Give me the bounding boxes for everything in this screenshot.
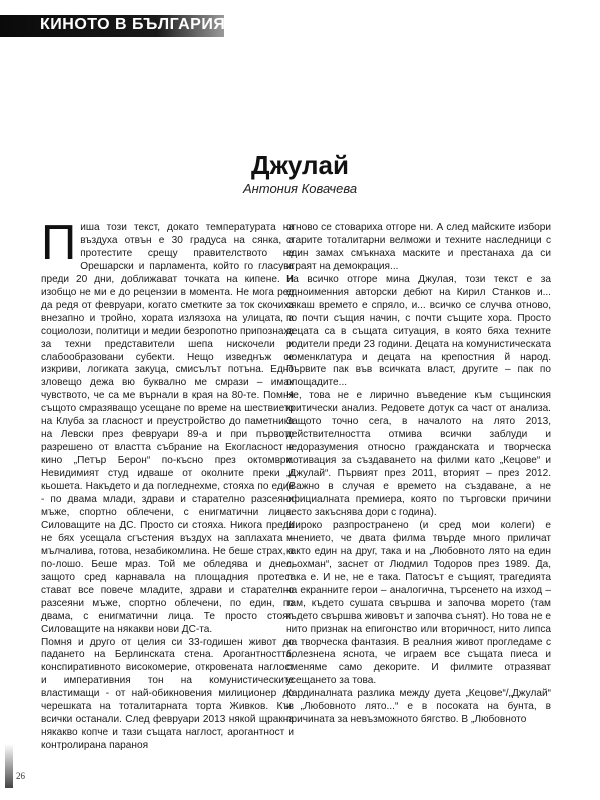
paragraph: Не, това не е лирично въведение към същинския критически анализ. Редовете дотук са част от анализа. Защото точно сега, в началото на лято 2013, действителността отмива всички заблуди и недоразумения относно гражданската и творческа мотивация за създаването на филми като „Кецове“ и „Джулай“. Първият през 2011, вторият – през 2012. (Важно в случая е времето на създаване, а не официалната премиера, която по търговски причини често закъснява дори с година). bbox=[286, 390, 551, 518]
paragraph: отново се стовариха отгоре ни. А след майските избори старите тоталитарни велможи и техните наследници с един замах смъкнаха маските и престанаха да си играят на демокрация... bbox=[286, 222, 551, 272]
section-title: КИНОТО В БЪЛГАРИЯ bbox=[40, 16, 226, 33]
paragraph: Кардиналната разлика между дуета „Кецове“/„Джулай“ и „Любовното лято...“ е в посоката на бунта, в причината за невъзможното бягство. В „Любовното bbox=[286, 688, 551, 726]
drop-cap: П bbox=[41, 216, 77, 270]
page-marker bbox=[5, 744, 13, 788]
paragraph-text: иша този текст, докато температурата на въздуха отвън е 30 градуса на сянка, а протестите срещу правителството на Орешарски и парламента, който го гласува преди 20 дни, доближават точката на кипене. И изобщо не ми е до рецензии в момента. Не мога ред да редя от февруари, когато сметките за ток скочиха внезапно и тройно, хората излязоха на улицата, а социолози, политици и медии безропотно припознаха за техни представители шепа нискочели и слабообразовани субекти. Нещо изведнъж се изкриви, логиката закуца, смисълът потъна. Едно зловещо дежа вю буквално ме смрази – имах чувството, че са ме върнали в края на 80-те. Помня същото смразяващо усещане по време на шествието на Клуба за гласност и преустройство до паметника на Левски през февруари 89-а и при първото разрешено от властта събрание на Екогласност в кино „Петър Берон“ по-късно през октомври. Невидимият студ идваше от околните преки и кьошета. Накъдето и да погледнехме, стояха по един - по двама млади, здрави и старателно разсеяни мъже, спортно облечени, с енигматични лица. Силоващите на ДС. Просто си стояха. Никога преди не бях усещала сгъстения въздух на заплахата – мълчалива, готова, незабикомлина. Не беше страх, а по-лошо. Беше мраз. Той ме обледява и днес, защото сред карнавала на площадния протест стават все повече младите, здрави и старателно разсеяни мъже, спортно облечени, по един, по двама, с енигматични лица. Те просто стоят. Силоващите на някакви нови ДС-та. bbox=[41, 222, 295, 635]
left-column bbox=[41, 216, 295, 753]
right-column bbox=[286, 222, 551, 727]
paragraph: Помня и друго от целия си 33-годишен живот до падането на Берлинската стена. Арогантността, конспиративното високомерие, откровената наглост и императивния тон на комунистическите властимащи - от най-обикновения милиционер до черешката на тоталитарната торта Живков. Къв всички останали. След февруари 2013 някой щракна някакво копче и тази същата наглост, арогантност и контролирана параноя bbox=[41, 636, 294, 752]
article-title: Джулай bbox=[250, 150, 350, 180]
page-number: 26 bbox=[16, 771, 25, 781]
article-author: Антония Ковачева bbox=[242, 181, 358, 196]
paragraph: На всичко отгоре мина Джулая, този текст е за едноименния авторски дебют на Кирил Станков и... сякаш времето е спряло, и... всичко се случва отново, по почти същия начин, с почти същите хора. Просто децата са в същата ситуация, в която бяха техните родители преди 23 години. Децата на комунистическата номенклатура и децата на крепостния й народ. Първите пак във всичката власт, другите – пак по площадите... bbox=[286, 273, 551, 389]
paragraph bbox=[41, 216, 295, 637]
paragraph: Широко разпространено (и сред мои колеги) е мнението, че двата филма твърде много приличат както един на друг, така и на „Любовното лято на един льохман“, заснет от Людмил Тодоров през 1989. Да, така е. И не, не е така. Патосът е същият, трагедията на екранните герои – аналогична, търсенето на изход – там, където сушата свършва и започва морето (там където свършва живовът и започва сънят). Но това не е нито признак на епигонство или вторичност, нито липса на творческа фантазия. В реалния живот прогледаме с болезнена яснота, че играем все същата пиеса и сменяме само декорите. И филмите отразяват усещането за това. bbox=[286, 519, 551, 687]
